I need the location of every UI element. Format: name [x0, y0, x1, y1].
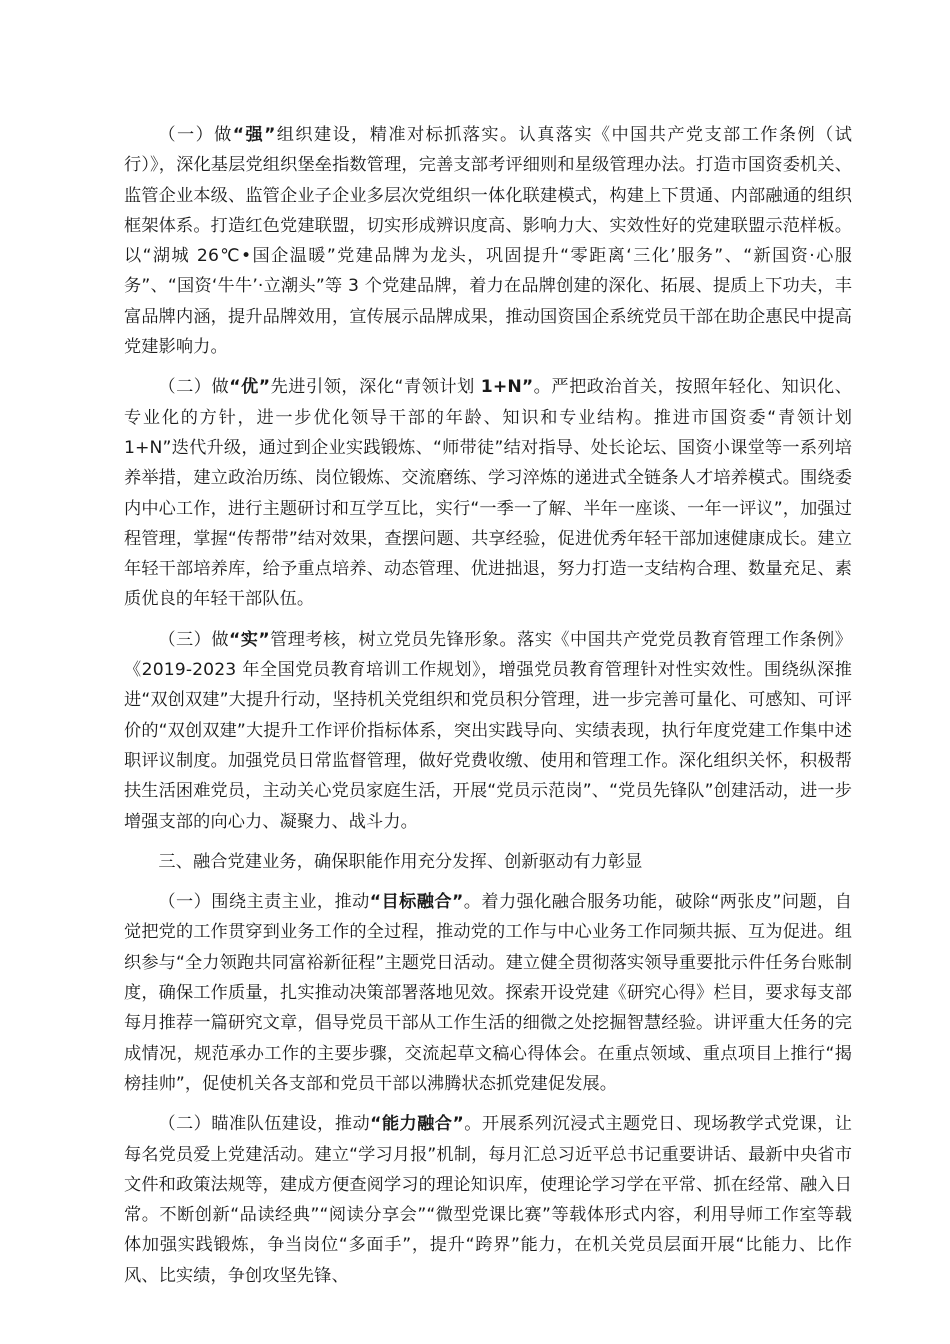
paragraph-1: （一）做“强”组织建设，精准对标抓落实。认真落实《中国共产党支部工作条例（试行）》，深化基层党组织堡垒指数管理，完善支部考评细则和星级管理办法。打造市国资委机关、监管企业本级、监管企业子企业多层次党组织一体化联建模式，构建上下贯通、内部融通的组织框架体系。打造红色党建联盟，切实形成辨识度高、影响力大、实效性好的党建联盟示范样板。以“湖城 26℃•国企温暖”党建品牌为龙头，巩固提升“零距离‘三化’服务”、“新国资·心服务”、“国资‘牛牛’·立潮头”等 3 个党建品牌，着力在品牌创建的深化、拓展、提质上下功夫，丰富品牌内涵，提升品牌效用，宣传展示品牌成果，推动国资国企系统党员干部在助企惠民中提高党建影响力。	[124, 125, 852, 358]
paragraph-3: （三）做“实”管理考核，树立党员先锋形象。落实《中国共产党党员教育管理工作条例》《2019-2023 年全国党员教育培训工作规划》，增强党员教育管理针对性实效性。围绕纵深推进“双创双建”大提升行动，坚持机关党组织和党员积分管理，进一步完善可量化、可感知、可评价的“双创双建”大提升工作评价指标体系，突出实践导向、实绩表现，执行年度党建工作集中述职评议制度。加强党员日常监督管理，做好党费收缴、使用和管理工作。深化组织关怀，积极帮扶生活困难党员，主动关心党员家庭生活，开展“党员示范岗”、“党员先锋队”创建活动，进一步增强支部的向心力、凝聚力、战斗力。	[124, 629, 852, 832]
section-heading-3: 三、融合党建业务，确保职能作用充分发挥、创新驱动有力彰显	[158, 851, 643, 872]
document-body	[124, 120, 852, 1301]
paragraph-5: （一）围绕主责主业，推动“目标融合”。着力强化融合服务功能，破除“两张皮”问题，自觉把党的工作贯穿到业务工作的全过程，推动党的工作与中心业务工作同频共振、互为促进。组织参与“全力领跑共同富裕新征程”主题党日活动。建立健全贯彻落实领导重要批示件任务台账制度，确保工作质量，扎实推动决策部署落地见效。探索开设党建《研究心得》栏目，要求每支部每月推荐一篇研究文章，倡导党员干部从工作生活的细微之处挖掘智慧经验。讲评重大任务的完成情况，规范承办工作的主要步骤，交流起草文稿心得体会。在重点领域、重点项目上推行“揭榜挂帅”，促使机关各支部和党员干部以沸腾状态抓党建促发展。	[124, 892, 852, 1094]
paragraph-2: （二）做“优”先进引领，深化“青领计划 1+N”。严把政治首关，按照年轻化、知识化、专业化的方针，进一步优化领导干部的年龄、知识和专业结构。推进市国资委“青领计划 1+N”迭代升级，通过到企业实践锻炼、“师带徒”结对指导、处长论坛、国资小课堂等一系列培养举措，建立政治历练、岗位锻炼、交流磨练、学习淬炼的递进式全链条人才培养模式。围绕委内中心工作，进行主题研讨和互学互比，实行“一季一了解、半年一座谈、一年一评议”，加强过程管理，掌握“传帮带”结对效果，查摆问题、共享经验，促进优秀年轻干部加速健康成长。建立年轻干部培养库，给予重点培养、动态管理、优进拙退，努力打造一支结构合理、数量充足、素质优良的年轻干部队伍。	[124, 377, 852, 610]
paragraph-6: （二）瞄准队伍建设，推动“能力融合”。开展系列沉浸式主题党日、现场教学式党课，让每名党员爱上党建活动。建立“学习月报”机制，每月汇总习近平总书记重要讲话、最新中央省市文件和政策法规等，建成方便查阅学习的理论知识库，使理论学习学在平常、抓在经常、融入日常。不断创新“品读经典”“阅读分享会”“微型党课比赛”等载体形式内容，利用导师工作室等载体加强实践锻炼，争当岗位“多面手”，提升“跨界”能力，在机关党员层面开展“比能力、比作风、比实绩，争创攻坚先锋、	[124, 1114, 853, 1286]
